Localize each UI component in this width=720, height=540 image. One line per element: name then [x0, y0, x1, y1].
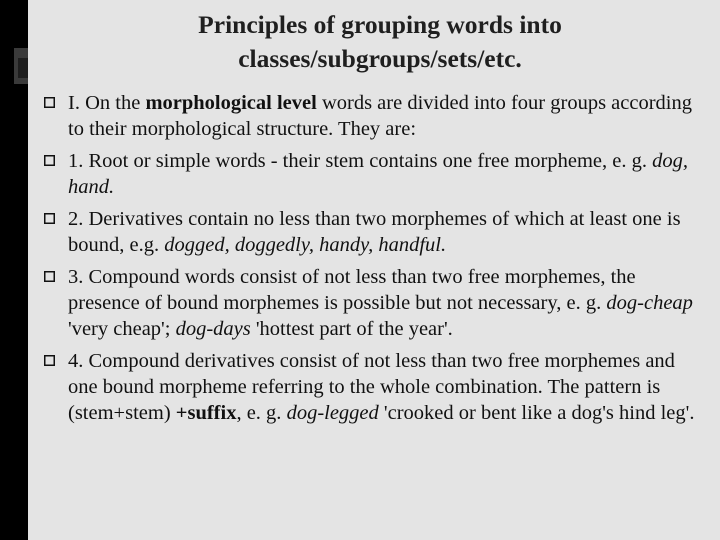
bullet-4-gloss-1: 'very cheap';: [68, 318, 176, 340]
slide-title-line-2: classes/subgroups/sets/etc.: [238, 44, 522, 73]
square-bullet-icon: [44, 355, 55, 366]
bullet-5-text: 4. Compound derivatives consist of not less than two free morphemes and one bound morpheme referring to the whole combination. The pattern is (stem+stem): [68, 350, 675, 424]
square-bullet-icon: [44, 97, 55, 108]
bullet-item-1: [28, 90, 720, 142]
bullet-1-text-2: words are divided into four groups according to their morphological structure. They are:: [68, 92, 692, 140]
bullet-4-gloss-2: 'hottest part of the year'.: [250, 318, 453, 340]
square-bullet-icon: [44, 155, 55, 166]
bullet-item-3: [28, 206, 720, 258]
bullet-3-text: 2. Derivatives contain no less than two morphemes of which at least one is bound, e.g.: [68, 208, 681, 256]
bullet-2-example: dog, hand.: [68, 150, 688, 198]
bullet-4-text: 3. Compound words consist of not less than two free morphemes, the presence of bound morphemes is possible but not necessary, e. g.: [68, 266, 636, 314]
bullet-list: [28, 88, 720, 426]
bullet-3-example: dogged, doggedly, handy, handful.: [164, 234, 447, 256]
bullet-5-text-2: , e. g.: [236, 402, 287, 424]
bullet-5-example: dog-legged: [286, 402, 379, 424]
square-bullet-icon: [44, 213, 55, 224]
bullet-4-example-1: dog-cheap: [606, 292, 693, 314]
bullet-item-4: [28, 264, 720, 342]
bullet-4-example-2: dog-days: [175, 318, 251, 340]
bullet-item-5: [28, 348, 720, 426]
square-bullet-icon: [44, 271, 55, 282]
frame-tab-inner: [18, 58, 28, 78]
bullet-5-gloss: 'crooked or bent like a dog's hind leg'.: [378, 402, 695, 424]
bullet-1-bold: morphological level: [145, 92, 317, 114]
bullet-2-text: 1. Root or simple words - their stem contains one free morpheme, e. g.: [68, 150, 653, 172]
slide-title-line-1: Principles of grouping words into: [198, 10, 562, 39]
slide-title: [130, 8, 630, 76]
bullet-item-2: [28, 148, 720, 200]
bullet-1-text: I. On the: [68, 92, 146, 114]
bullet-5-bold: +suffix: [175, 402, 237, 424]
